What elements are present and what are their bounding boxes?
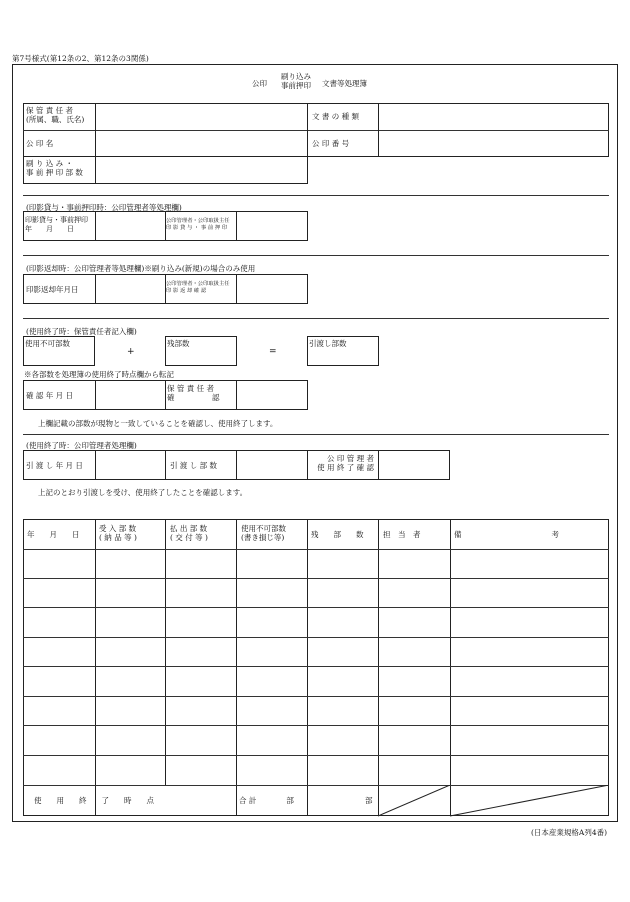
equals-sign: = xyxy=(269,347,277,357)
handover-count-label: 引 渡 し 部 数 xyxy=(170,461,218,470)
paper-size-note: (日本産業規格A列4番) xyxy=(531,828,608,837)
col-staff-header: 担 当 者 xyxy=(383,530,421,539)
print-count-label: 刷 り 込 み ・ 事 前 押 印 部 数 xyxy=(26,159,83,178)
section3-heading: (使用終了時：保管責任者記入欄) xyxy=(26,327,137,336)
title-prefix: 公印 xyxy=(252,79,267,88)
col-unusable-header: 使用不可部数 (書き損じ等) xyxy=(241,524,286,543)
section3-statement: 上欄記載の部数が現物と一致していることを確認し、使用終了します。 xyxy=(38,419,278,428)
footer-diagonals xyxy=(378,785,610,817)
end-of-use-label: 使 用 終 了 時 点 xyxy=(34,796,154,805)
title-suffix: 文書等処理簿 xyxy=(322,79,367,88)
seal-name-label: 公 印 名 xyxy=(26,139,54,148)
manager-confirm-label: 公 印 管 理 者 使 用 終 了 確 認 xyxy=(317,454,374,473)
section2-label2: 公印管理者・公印取扱主任 印 影 返 却 確 認 xyxy=(166,281,230,295)
custodian-confirm-label: 保 管 責 任 者 確 認 xyxy=(167,384,220,403)
ledger-table xyxy=(23,519,609,816)
section2-label1: 印影返却年月日 xyxy=(26,285,79,294)
section4-statement: 上記のとおり引渡しを受け、使用終了したことを確認します。 xyxy=(38,488,248,497)
col-remarks-header: 備 考 xyxy=(454,530,559,539)
section1-heading: (印影貸与・事前押印時：公印管理者等処理欄) xyxy=(26,203,182,212)
plus-sign: + xyxy=(127,347,135,357)
section1-label1: 印影貸与・事前押印 年 月 日 xyxy=(25,216,88,233)
section3-note: ※各部数を処理簿の使用終了時点欄から転記 xyxy=(24,370,174,379)
col-received-header: 受 入 部 数 ( 納 品 等 ) xyxy=(99,524,137,543)
section1-label2: 公印管理者・公印取扱主任 印 影 貸 与 ・ 事 前 押 印 xyxy=(166,218,230,232)
title-middle: 刷り込み 事前押印 xyxy=(281,72,311,91)
confirm-date-label: 確 認 年 月 日 xyxy=(26,391,74,400)
handover-date-label: 引 渡 し 年 月 日 xyxy=(26,461,83,470)
handover-label: 引渡し部数 xyxy=(309,339,347,348)
col-issued-header: 払 出 部 数 ( 交 付 等 ) xyxy=(170,524,208,543)
form-id: 第7号様式(第12条の2、第12条の3関係) xyxy=(12,54,149,63)
custodian-label: 保 管 責 任 者 (所属、職、氏名) xyxy=(26,106,85,125)
col-remaining-header: 残 部 数 xyxy=(311,530,364,539)
doc-type-label: 文 書 の 種 類 xyxy=(312,112,360,121)
remaining-label: 残部数 xyxy=(167,339,190,348)
col-date-header: 年 月 日 xyxy=(27,530,80,539)
seal-number-label: 公 印 番 号 xyxy=(312,139,350,148)
section4-heading: (使用終了時：公印管理者処理欄) xyxy=(26,441,137,450)
remaining-unit-label: 部 xyxy=(365,796,373,805)
section2-heading: (印影返却時：公印管理者等処理欄)※刷り込み(新規)の場合のみ使用 xyxy=(26,264,256,273)
total-label: 合 計 部 xyxy=(239,796,294,805)
unusable-label: 使用不可部数 xyxy=(25,339,70,348)
